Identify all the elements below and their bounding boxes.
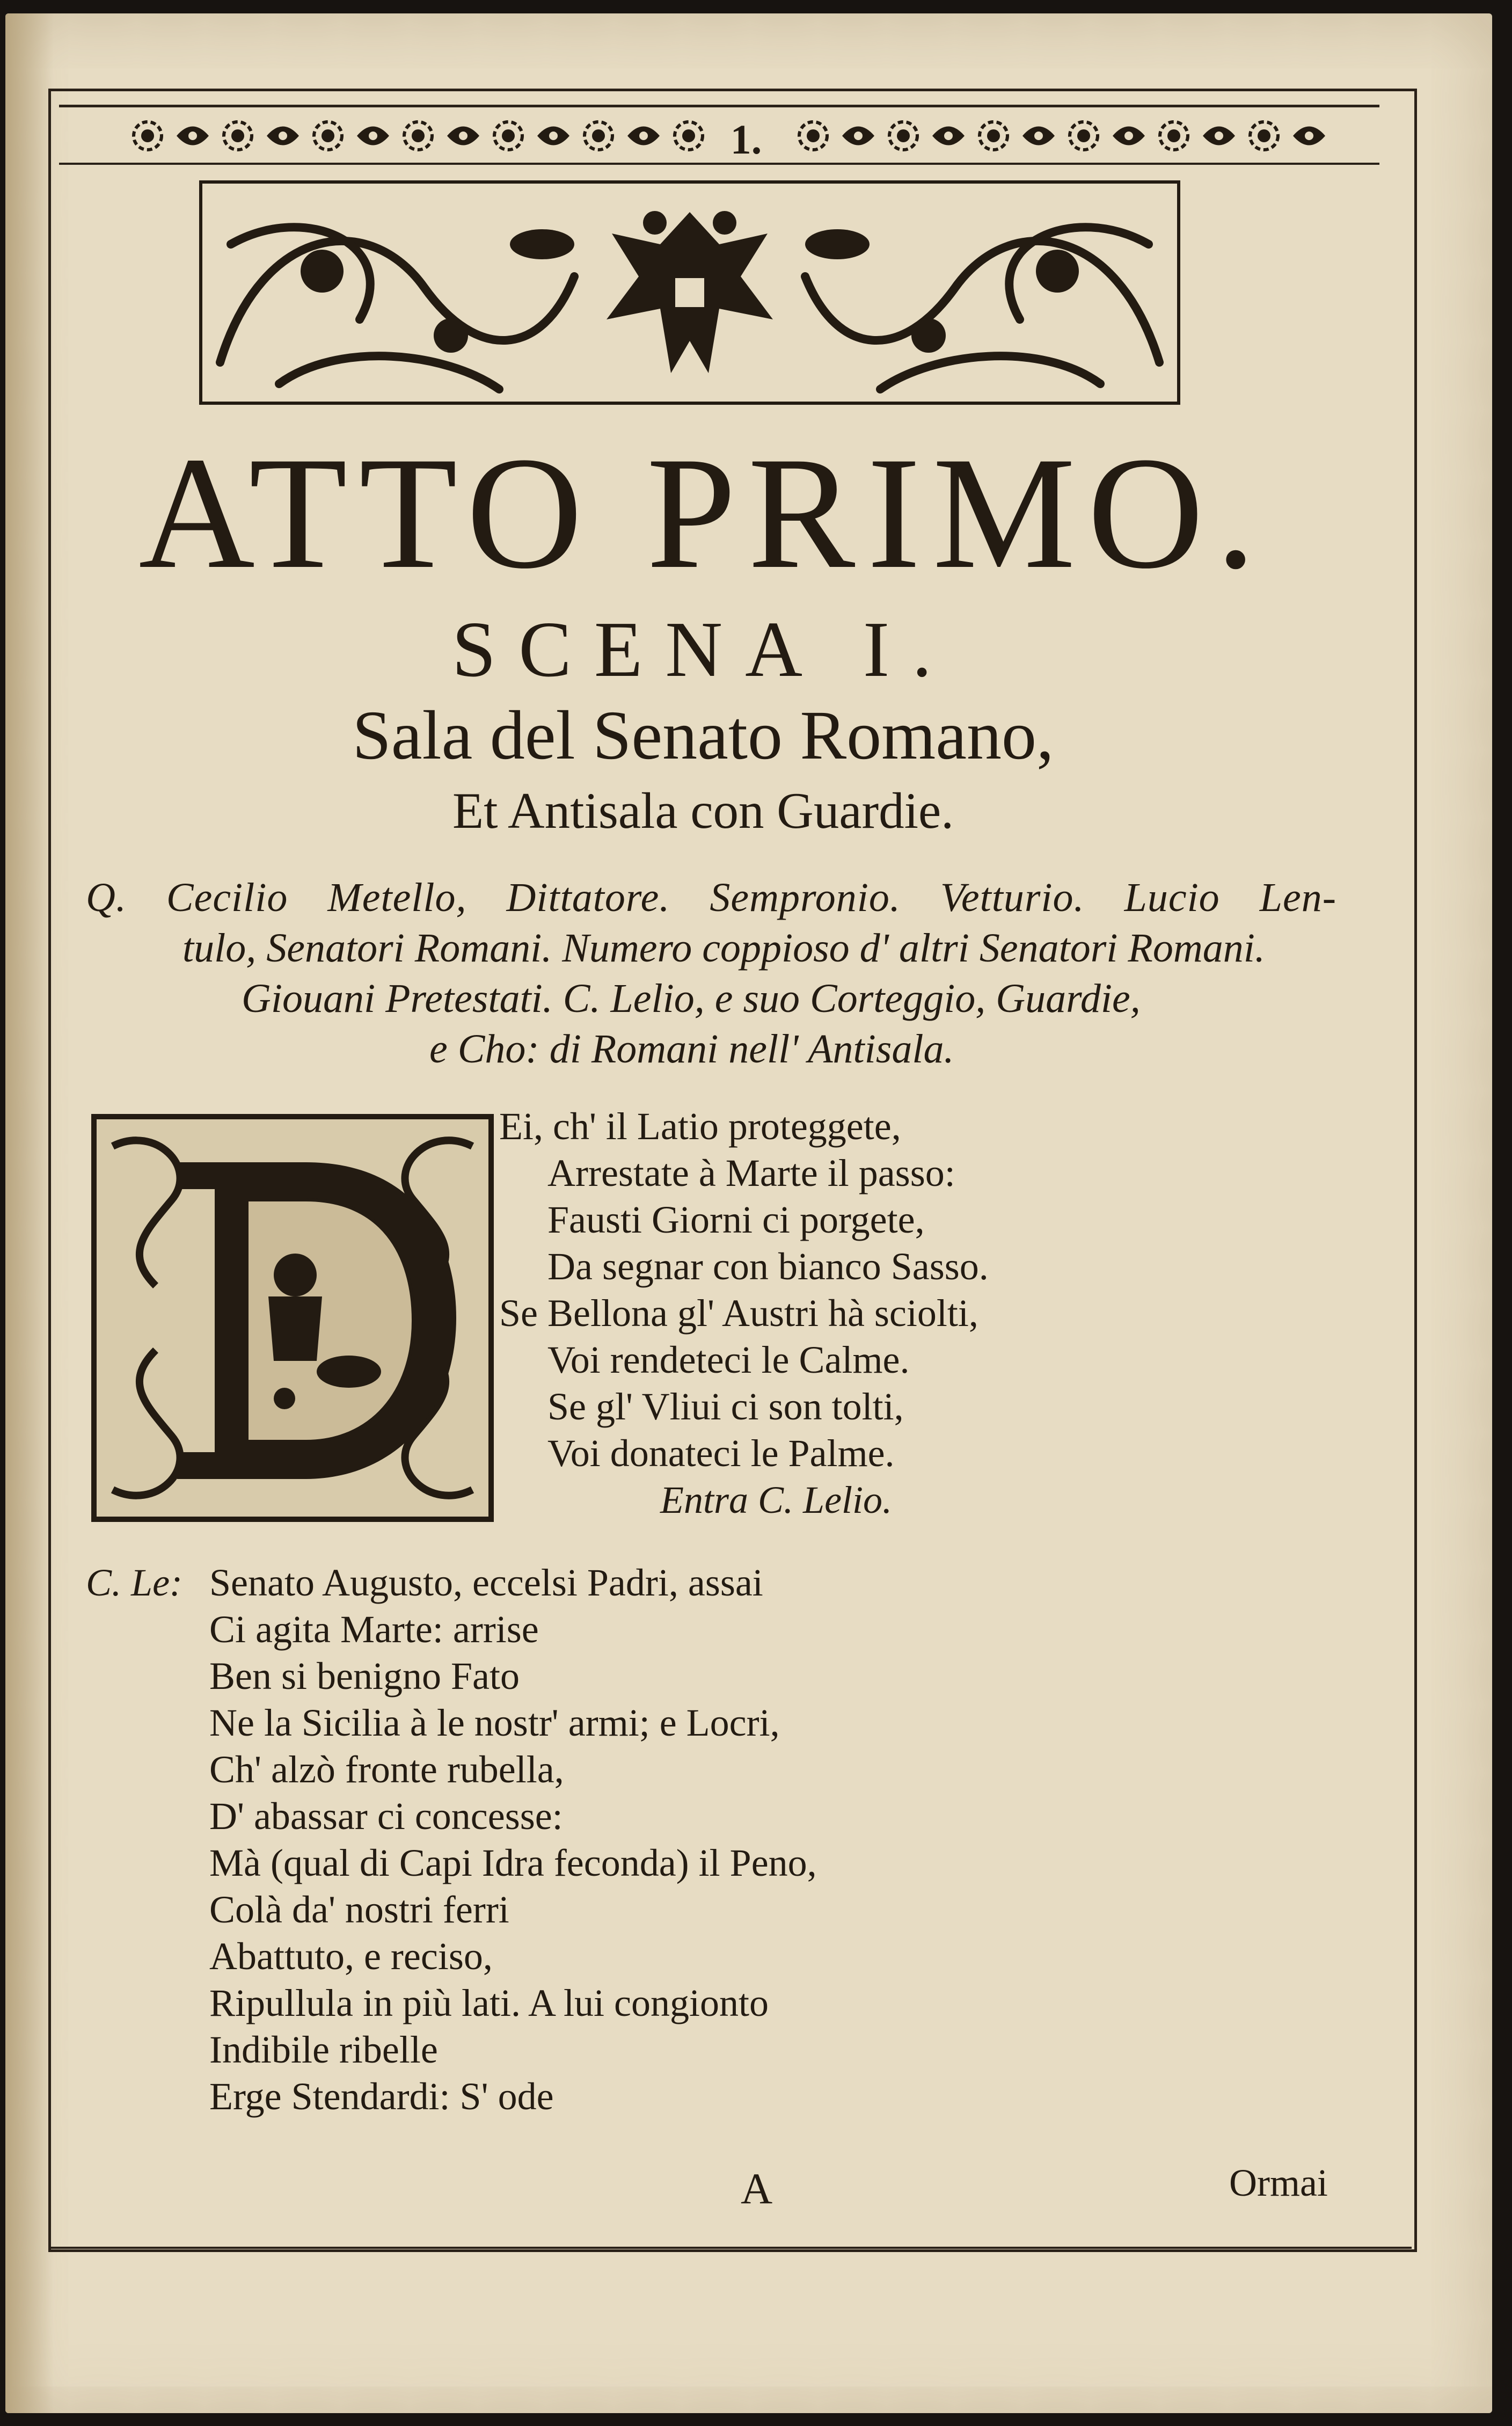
fleuron-icon — [1110, 117, 1148, 155]
verse-line: Voi rendeteci le Calme. — [547, 1338, 910, 1381]
eagle-headpiece-ornament — [199, 180, 1181, 405]
page-gutter-shadow — [5, 13, 54, 2413]
cast-line: tulo, Senatori Romani. Numero coppioso d' altri Senatori Romani. — [182, 926, 1265, 971]
fleuron-icon — [625, 117, 662, 155]
running-head-top-rule — [59, 105, 1379, 107]
speaker-label: C. Le: — [86, 1561, 182, 1604]
speech-text: Senato Augusto, eccelsi Padri, assai — [209, 1561, 763, 1604]
verse-line: Da segnar con bianco Sasso. — [547, 1245, 989, 1288]
fleuron-icon — [535, 117, 572, 155]
dialogue-line: Erge Stendardi: S' ode — [209, 2075, 554, 2118]
dialogue-line: Mà (qual di Capi Idra feconda) il Peno, — [209, 1841, 817, 1884]
act-title: ATTO PRIMO. — [138, 424, 1268, 602]
fleuron-icon — [1065, 117, 1102, 155]
fleuron-icon — [1245, 117, 1283, 155]
page-number: 1. — [730, 116, 762, 163]
verse-line: Fausti Giorni ci porgete, — [547, 1198, 925, 1241]
fleuron-icon — [580, 117, 617, 155]
fleuron-icon — [670, 117, 707, 155]
dialogue-block — [86, 1560, 1320, 2120]
fleuron-icon — [885, 117, 922, 155]
fleuron-icon — [794, 117, 832, 155]
scene-setting-line-1: Sala del Senato Romano, — [352, 697, 1054, 774]
running-head — [59, 94, 1379, 169]
fleuron-icon — [1155, 117, 1193, 155]
fleuron-icon — [1290, 117, 1328, 155]
fleuron-icon — [490, 117, 527, 155]
fleuron-icon — [1200, 117, 1238, 155]
scene-heading: SCENA I. — [451, 606, 955, 694]
cast-line: Q. Cecilio Metello, Dittatore. Sempronio. Vetturio. Lucio Len- — [86, 875, 1336, 920]
dialogue-line: Ci agita Marte: arrise — [209, 1608, 539, 1651]
fleuron-icon — [1020, 117, 1057, 155]
cast-line: Giouani Pretestati. C. Lelio, e suo Corteggio, Guardie, — [242, 976, 1141, 1021]
fleuron-icon — [129, 117, 166, 155]
verse-line: Se gl' Vliui ci son tolti, — [547, 1385, 904, 1428]
fleuron-icon — [930, 117, 967, 155]
fleuron-row-right — [794, 114, 1328, 157]
dialogue-line: Ne la Sicilia à le nostr' armi; e Locri, — [209, 1701, 780, 1744]
fleuron-row-left — [129, 114, 707, 157]
fleuron-icon — [975, 117, 1012, 155]
fleuron-icon — [174, 117, 211, 155]
fleuron-icon — [264, 117, 302, 155]
dialogue-line: Abattuto, e reciso, — [209, 1935, 493, 1978]
fleuron-icon — [309, 117, 347, 155]
fleuron-icon — [444, 117, 482, 155]
dialogue-line: Ripullula in più lati. A lui congionto — [209, 1981, 769, 2024]
catchword: Ormai — [1229, 2161, 1328, 2204]
dialogue-line — [86, 1560, 1320, 1606]
verse-line: Voi donateci le Palme. — [547, 1432, 895, 1475]
cast-list — [86, 872, 1336, 1074]
scene-setting-line-2: Et Antisala con Guardie. — [452, 782, 954, 839]
running-head-bottom-rule — [59, 163, 1379, 165]
signature-mark: A — [741, 2164, 773, 2213]
fleuron-icon — [839, 117, 877, 155]
fleuron-icon — [399, 117, 437, 155]
book-page — [5, 13, 1492, 2413]
stage-direction: Entra C. Lelio. — [660, 1478, 893, 1521]
dialogue-line: Indibile ribelle — [209, 2028, 438, 2071]
dialogue-line: Ch' alzò fronte rubella, — [209, 1748, 564, 1791]
dialogue-line: Colà da' nostri ferri — [209, 1888, 509, 1931]
fleuron-icon — [219, 117, 257, 155]
opening-chorus — [499, 1103, 1304, 1524]
verse-line: Se Bellona gl' Austri hà sciolti, — [499, 1292, 978, 1335]
verse-line: Ei, ch' il Latio proteggete, — [499, 1105, 901, 1148]
dialogue-line: D' abassar ci concesse: — [209, 1795, 563, 1838]
cast-line: e Cho: di Romani nell' Antisala. — [429, 1026, 954, 1072]
dialogue-line: Ben si benigno Fato — [209, 1655, 520, 1698]
verse-line: Arrestate à Marte il passo: — [547, 1152, 955, 1194]
footer-rule — [48, 2247, 1412, 2249]
fleuron-icon — [354, 117, 392, 155]
decorated-initial-d — [91, 1114, 494, 1522]
